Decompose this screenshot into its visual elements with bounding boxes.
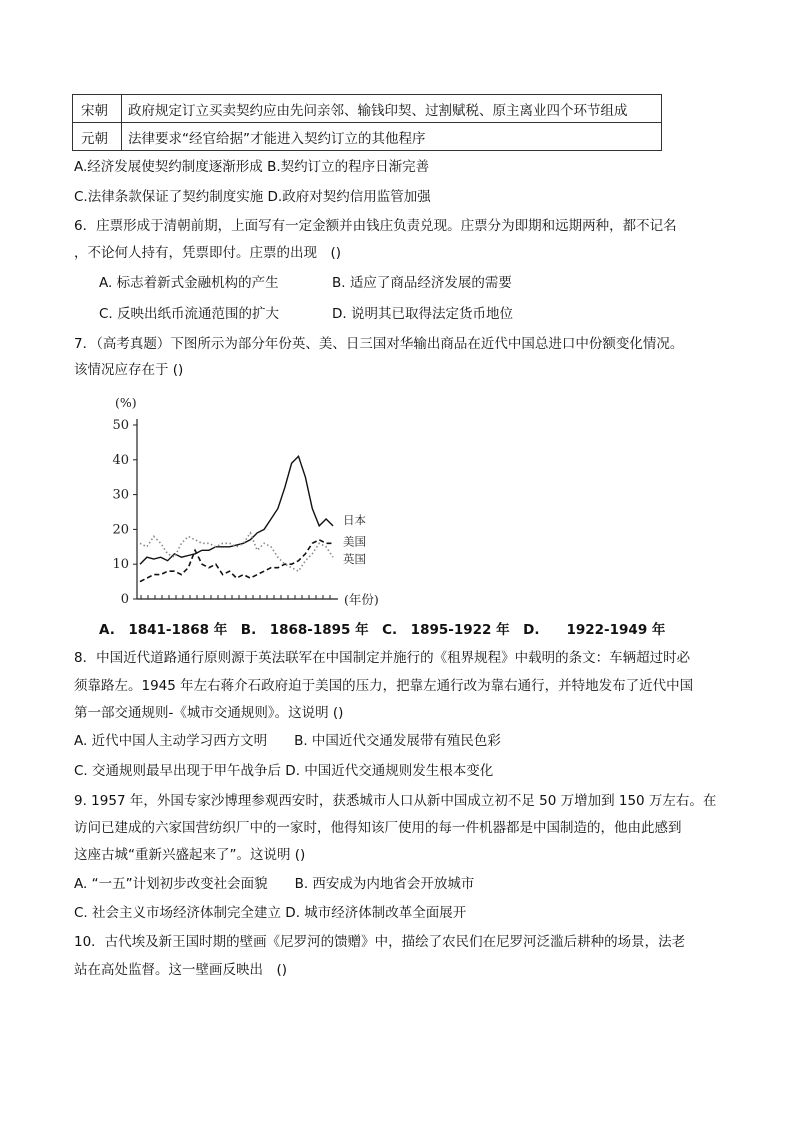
q6-option-b: B. 适应了商品经济发展的需要 <box>332 275 512 291</box>
table-cell-text: 政府规定订立买卖契约应由先问亲邻、输钱印契、过割赋税、原主离业四个环节组成 <box>122 95 662 123</box>
q6-stem: 6．庄票形成于清朝前期，上面写有一定金额并由钱庄负责兑现。庄票分为即期和远期两种，都不记名 <box>74 218 677 234</box>
dynasty-table <box>72 94 662 151</box>
q9-options-line2: C. 社会主义市场经济体制完全建立 D. 城市经济体制改革全面展开 <box>74 905 467 921</box>
q6-option-d: D. 说明其已取得法定货币地位 <box>332 306 513 322</box>
q8-options-line2: C. 交通规则最早出现于甲午战争后 D. 中国近代交通规则发生根本变化 <box>74 763 494 779</box>
q5-options-line2: C.法律条款保证了契约制度实施 D.政府对契约信用监管加强 <box>74 189 431 205</box>
q10-stem: 10．古代埃及新王国时期的壁画《尼罗河的馈赠》中，描绘了农民们在尼罗河泛滥后耕种的场景，法老 <box>74 934 686 950</box>
q8-stem: 8．中国近代道路通行原则源于英法联军在中国制定并施行的《租界规程》中载明的条文：车辆超过时必 <box>74 650 691 666</box>
chart-background <box>100 385 395 613</box>
x-axis-unit-label: (年份) <box>344 592 379 607</box>
series-label-2: 英国 <box>343 552 366 567</box>
series-label-1: 美国 <box>343 534 366 549</box>
q9-options-line1: A. “一五”计划初步改变社会面貌 B. 西安成为内地省会开放城市 <box>74 876 475 892</box>
q7-stem: 7．（高考真题）下图所示为部分年份英、美、日三国对华输出商品在近代中国总进口中份额变化情况。 <box>74 336 684 352</box>
q6-stem-cont: ，不论何人持有，凭票即付。庄票的出现 () <box>74 245 342 261</box>
y-tick-label: 0 <box>120 592 129 607</box>
q8-stem-cont2: 第一部交通规则-《城市交通规则》。这说明 () <box>74 705 344 721</box>
q9-stem-cont: 访问已建成的六家国营纺织厂中的一家时，他得知该厂使用的每一件机器都是中国制造的，他由此感到 <box>74 820 682 836</box>
q8-options-line1: A. 近代中国人主动学习西方文明 B. 中国近代交通发展带有殖民色彩 <box>74 733 501 749</box>
q7-stem-cont: 该情况应存在于 () <box>74 362 184 378</box>
q9-stem-cont2: 这座古城“重新兴盛起来了”。这说明 () <box>74 847 306 863</box>
q6-option-c: C. 反映出纸币流通范围的扩大 <box>99 306 280 322</box>
q8-stem-cont: 须靠路左。1945 年左右蒋介石政府迫于美国的压力，把靠左通行改为靠右通行，并特地发布了近代中国 <box>74 678 694 694</box>
y-tick-label: 40 <box>112 452 129 468</box>
y-tick-label: 10 <box>112 557 129 573</box>
table-row <box>73 123 662 151</box>
q6-option-a: A. 标志着新式金融机构的产生 <box>99 275 279 291</box>
y-axis-unit-label: (%) <box>115 395 137 410</box>
series-label-0: 日本 <box>343 512 366 527</box>
import-share-chart <box>100 385 395 613</box>
table-cell-dynasty: 元朝 <box>73 123 122 151</box>
table-row <box>73 95 662 123</box>
table-cell-dynasty: 宋朝 <box>73 95 122 123</box>
q10-stem-cont: 站在高处监督。这一壁画反映出 () <box>74 962 288 978</box>
table-cell-text: 法律要求“经官给据”才能进入契约订立的其他程序 <box>122 123 662 151</box>
y-tick-label: 50 <box>112 418 129 433</box>
q9-stem: 9. 1957 年，外国专家沙博理参观西安时，获悉城市人口从新中国成立初不足 50 万增加到 150 万左右。在 <box>74 793 717 809</box>
q5-options-line1: A.经济发展使契约制度逐渐形成 B.契约订立的程序日渐完善 <box>74 159 430 175</box>
q7-options: A. 1841-1868 年 B. 1868-1895 年 C. 1895-1922 年 D. 1922-1949 年 <box>99 622 666 638</box>
y-tick-label: 20 <box>112 522 129 538</box>
y-tick-label: 30 <box>112 487 129 503</box>
